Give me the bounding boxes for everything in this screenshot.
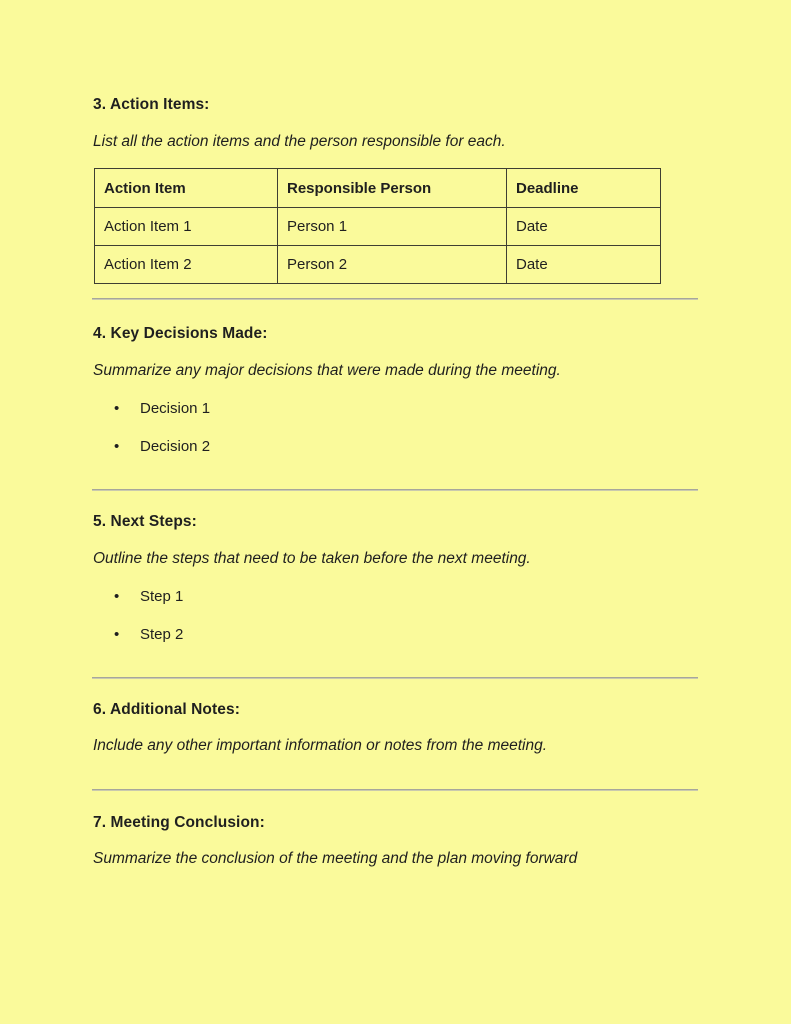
list-item	[114, 625, 183, 645]
action-items-table	[94, 168, 661, 284]
section-6-description: Include any other important information or notes from the meeting.	[93, 737, 548, 754]
table-header-deadline: Deadline	[507, 169, 661, 208]
section-3-heading: 3. Action Items:	[93, 96, 210, 113]
section-5-description: Outline the steps that need to be taken before the next meeting.	[93, 550, 531, 567]
table-cell-person-2: Person 2	[278, 246, 507, 284]
decision-1-label: Decision 1	[140, 400, 211, 417]
list-item	[114, 399, 210, 419]
section-divider	[92, 298, 698, 300]
step-1-label: Step 1	[140, 588, 184, 605]
table-cell-action-item-2: Action Item 2	[95, 246, 278, 284]
section-divider	[92, 489, 698, 491]
section-4-description: Summarize any major decisions that were made during the meeting.	[93, 362, 561, 379]
table-header-action-item: Action Item	[95, 169, 278, 208]
section-7-heading: 7. Meeting Conclusion:	[93, 814, 265, 831]
table-cell-action-item-1: Action Item 1	[95, 208, 278, 246]
section-6-heading: 6. Additional Notes:	[93, 701, 240, 718]
section-divider	[92, 789, 698, 791]
section-4-heading: 4. Key Decisions Made:	[93, 325, 268, 342]
bullet-icon: •	[114, 626, 120, 643]
list-item	[114, 587, 183, 607]
section-7-description: Summarize the conclusion of the meeting and the plan moving forward	[93, 850, 578, 867]
table-cell-date-1: Date	[507, 208, 661, 246]
bullet-icon: •	[114, 438, 120, 455]
decision-2-label: Decision 2	[140, 438, 211, 455]
table-cell-person-1: Person 1	[278, 208, 507, 246]
section-5-heading: 5. Next Steps:	[93, 513, 197, 530]
bullet-icon: •	[114, 400, 120, 417]
bullet-icon: •	[114, 588, 120, 605]
table-header-row	[95, 169, 661, 208]
table-row	[95, 246, 661, 284]
section-divider	[92, 677, 698, 679]
list-item	[114, 437, 210, 457]
table-header-responsible-person: Responsible Person	[278, 169, 507, 208]
step-2-label: Step 2	[140, 626, 184, 643]
section-3-description: List all the action items and the person responsible for each.	[93, 133, 506, 150]
table-cell-date-2: Date	[507, 246, 661, 284]
table-row	[95, 208, 661, 246]
